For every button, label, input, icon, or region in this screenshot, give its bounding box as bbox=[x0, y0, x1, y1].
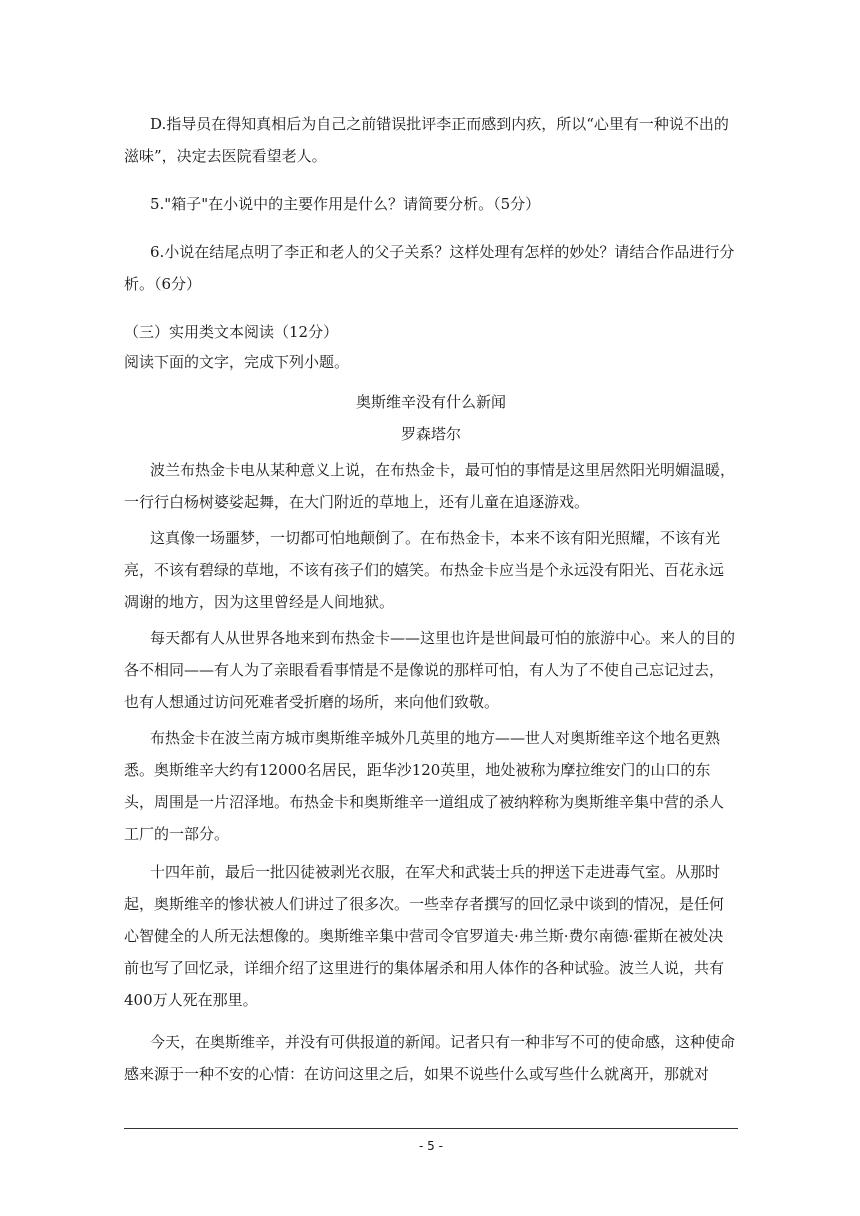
section-3-title: （三）实用类文本阅读（12分） bbox=[124, 323, 339, 341]
article-paragraph-5: 十四年前，最后一批囚徒被剥光衣服，在军犬和武装士兵的押送下走进毒气室。从那时起，奥斯维辛的惨状被人们讲过了很多次。一些幸存者撰写的回忆录中谈到的情况，是任何心智健全的人所无法想像的。奥斯维辛集中营司令官罗道夫·弗兰斯·费尔南德·霍斯在被处决前也写了回忆录，详细介绍了这里进行的集体屠杀和用人体作的各种试验。波兰人说，共有400万人死在那里。 bbox=[124, 863, 725, 1009]
article-paragraph-1: 波兰布热金卡电从某种意义上说，在布热金卡，最可怕的事情是这里居然阳光明媚温暖，一行行白杨树婆娑起舞，在大门附近的草地上，还有儿童在追逐游戏。 bbox=[124, 461, 736, 511]
article-paragraph-2: 这真像一场噩梦，一切都可怕地颠倒了。在布热金卡，本来不该有阳光照耀，不该有光亮，不该有碧绿的草地，不该有孩子们的嬉笑。布热金卡应当是个永远没有阳光、百花永远凋谢的地方，因为这里曾经是人间地狱。 bbox=[124, 529, 725, 611]
question-6: 6.小说在结尾点明了李正和老人的父子关系？这样处理有怎样的妙处？请结合作品进行分析。（6分） bbox=[124, 243, 735, 293]
instruction-text: 阅读下面的文字，完成下列小题。 bbox=[124, 353, 350, 371]
article-paragraph-3: 每天都有人从世界各地来到布热金卡——这里也许是世间最可怕的旅游中心。来人的目的各不相同——有人为了亲眼看看事情是不是像说的那样可怕，有人为了不使自己忘记过去，也有人想通过访问死难者受折磨的场所，来向他们致敬。 bbox=[124, 629, 736, 711]
article-paragraph-6: 今天，在奥斯维辛，并没有可供报道的新闻。记者只有一种非写不可的使命感，这种使命感来源于一种不安的心情：在访问这里之后，如果不说些什么或写些什么就离开，那就对 bbox=[124, 1033, 736, 1083]
article-author: 罗森塔尔 bbox=[400, 425, 461, 443]
footer-divider bbox=[124, 1128, 738, 1129]
question-5: 5."箱子"在小说中的主要作用是什么？请简要分析。（5分） bbox=[150, 195, 541, 213]
article-paragraph-4: 布热金卡在波兰南方城市奥斯维辛城外几英里的地方——世人对奥斯维辛这个地名更熟悉。奥斯维辛大约有12000名居民，距华沙120英里，地处被称为摩拉维安门的山口的东头，周围是一片沼泽地。布热金卡和奥斯维辛一道组成了被纳粹称为奥斯维辛集中营的杀人工厂的一部分。 bbox=[124, 729, 725, 843]
page-number: - 5 - bbox=[419, 1139, 443, 1153]
option-d: D.指导员在得知真相后为自己之前错误批评李正而感到内疚，所以“心里有一种说不出的滋味”，决定去医院看望老人。 bbox=[124, 115, 729, 165]
article-title: 奥斯维辛没有什么新闻 bbox=[355, 393, 506, 411]
